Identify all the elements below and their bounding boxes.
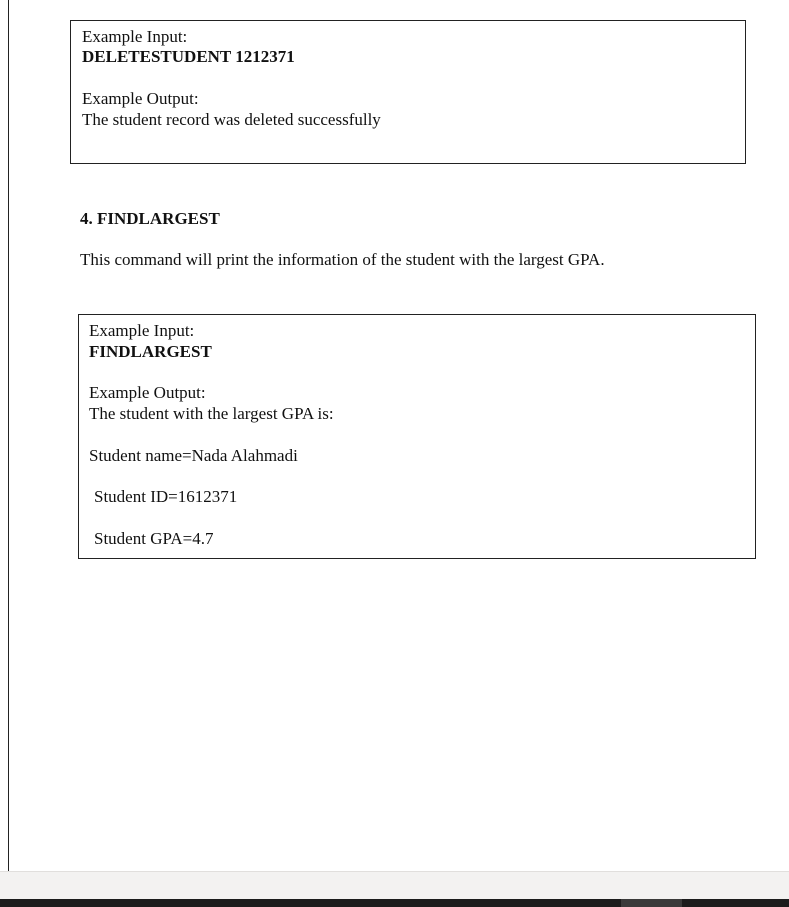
example-input-command: FINDLARGEST <box>89 342 212 361</box>
taskbar <box>0 899 789 907</box>
status-bar <box>0 871 789 900</box>
student-gpa-line: Student GPA=4.7 <box>94 529 214 548</box>
example-output-label: Example Output: <box>82 89 199 108</box>
section-heading-findlargest: 4. FINDLARGEST <box>80 209 220 228</box>
student-name-line: Student name=Nada Alahmadi <box>89 446 298 465</box>
taskbar-item[interactable] <box>621 899 682 907</box>
example-input-command: DELETESTUDENT 1212371 <box>82 47 295 66</box>
example-input-label: Example Input: <box>89 321 195 340</box>
student-id-line: Student ID=1612371 <box>94 487 238 506</box>
page-left-edge <box>8 0 9 871</box>
example-output-label: Example Output: <box>89 383 206 402</box>
example-input-label: Example Input: <box>82 27 188 46</box>
section-description: This command will print the information of the student with the largest GPA. <box>80 250 605 269</box>
example-output-text: The student record was deleted successfully <box>82 110 381 129</box>
example-output-intro: The student with the largest GPA is: <box>89 404 334 423</box>
